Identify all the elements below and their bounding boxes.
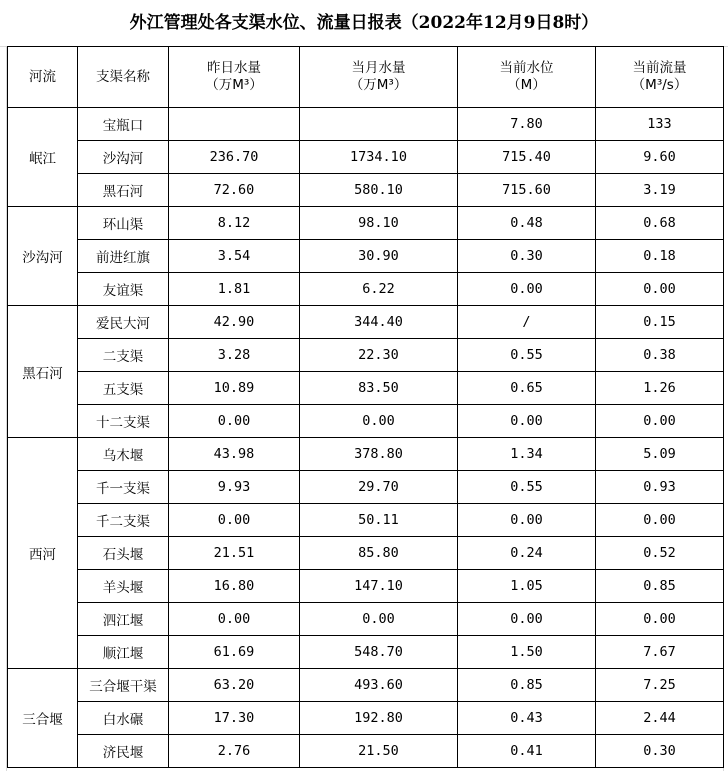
title-row <box>0 0 728 47</box>
canal-name-cell[interactable]: 前进红旗 <box>78 240 169 273</box>
table-row <box>8 636 724 669</box>
table-row <box>8 702 724 735</box>
yesterday-cell[interactable]: 9.93 <box>169 471 300 504</box>
table-row <box>8 603 724 636</box>
canal-name-cell[interactable]: 沙沟河 <box>78 141 169 174</box>
level-cell[interactable]: 715.60 <box>458 174 596 207</box>
header-level-unit: （M） <box>507 77 546 93</box>
table-row <box>8 108 724 141</box>
canal-name-cell[interactable]: 千一支渠 <box>78 471 169 504</box>
month-cell[interactable] <box>300 108 458 141</box>
level-cell[interactable]: 0.85 <box>458 669 596 702</box>
table-row <box>8 141 724 174</box>
canal-name-cell[interactable]: 羊头堰 <box>78 570 169 603</box>
table-row <box>8 471 724 504</box>
month-cell[interactable]: 378.80 <box>300 438 458 471</box>
report-table <box>7 46 724 768</box>
flow-cell[interactable]: 0.38 <box>596 339 724 372</box>
table-row <box>8 570 724 603</box>
flow-cell[interactable]: 0.00 <box>596 504 724 537</box>
month-cell[interactable]: 50.11 <box>300 504 458 537</box>
month-cell[interactable]: 85.80 <box>300 537 458 570</box>
river-cell[interactable]: 黑石河 <box>8 306 78 438</box>
flow-cell[interactable]: 0.52 <box>596 537 724 570</box>
yesterday-cell[interactable]: 43.98 <box>169 438 300 471</box>
yesterday-cell[interactable]: 17.30 <box>169 702 300 735</box>
table-row <box>8 504 724 537</box>
month-cell[interactable]: 1734.10 <box>300 141 458 174</box>
canal-name-cell[interactable]: 三合堰干渠 <box>78 669 169 702</box>
flow-cell[interactable]: 2.44 <box>596 702 724 735</box>
flow-cell[interactable]: 0.15 <box>596 306 724 339</box>
header-yesterday-volume[interactable] <box>169 47 300 108</box>
yesterday-cell[interactable]: 8.12 <box>169 207 300 240</box>
yesterday-cell[interactable]: 63.20 <box>169 669 300 702</box>
table-row <box>8 669 724 702</box>
header-river[interactable]: 河流 <box>8 47 78 108</box>
canal-name-cell[interactable]: 济民堰 <box>78 735 169 768</box>
canal-name-cell[interactable]: 泗江堰 <box>78 603 169 636</box>
table-row <box>8 405 724 438</box>
yesterday-cell[interactable]: 1.81 <box>169 273 300 306</box>
header-flow-label: 当前流量 <box>632 60 687 76</box>
level-cell[interactable]: 0.00 <box>458 504 596 537</box>
canal-name-cell[interactable]: 友谊渠 <box>78 273 169 306</box>
level-cell[interactable]: 0.00 <box>458 405 596 438</box>
level-cell[interactable]: 1.05 <box>458 570 596 603</box>
header-month-unit: （万M³） <box>349 77 408 93</box>
level-cell[interactable]: / <box>458 306 596 339</box>
month-cell[interactable]: 493.60 <box>300 669 458 702</box>
month-cell[interactable]: 21.50 <box>300 735 458 768</box>
month-cell[interactable]: 548.70 <box>300 636 458 669</box>
level-cell[interactable]: 0.41 <box>458 735 596 768</box>
canal-name-cell[interactable]: 白水碾 <box>78 702 169 735</box>
month-cell[interactable]: 22.30 <box>300 339 458 372</box>
canal-name-cell[interactable]: 宝瓶口 <box>78 108 169 141</box>
level-cell[interactable]: 1.50 <box>458 636 596 669</box>
flow-cell[interactable]: 5.09 <box>596 438 724 471</box>
canal-name-cell[interactable]: 五支渠 <box>78 372 169 405</box>
level-cell[interactable]: 0.24 <box>458 537 596 570</box>
level-cell[interactable]: 0.30 <box>458 240 596 273</box>
flow-cell[interactable]: 7.25 <box>596 669 724 702</box>
flow-cell[interactable]: 0.00 <box>596 273 724 306</box>
yesterday-cell[interactable]: 3.28 <box>169 339 300 372</box>
level-cell[interactable]: 7.80 <box>458 108 596 141</box>
month-cell[interactable]: 0.00 <box>300 603 458 636</box>
level-cell[interactable]: 715.40 <box>458 141 596 174</box>
flow-cell[interactable]: 0.85 <box>596 570 724 603</box>
yesterday-cell[interactable]: 3.54 <box>169 240 300 273</box>
month-cell[interactable]: 30.90 <box>300 240 458 273</box>
river-cell[interactable]: 岷江 <box>8 108 78 207</box>
yesterday-cell[interactable]: 61.69 <box>169 636 300 669</box>
canal-name-cell[interactable]: 爱民大河 <box>78 306 169 339</box>
month-cell[interactable]: 192.80 <box>300 702 458 735</box>
flow-cell[interactable]: 0.30 <box>596 735 724 768</box>
canal-name-cell[interactable]: 千二支渠 <box>78 504 169 537</box>
level-cell[interactable]: 0.55 <box>458 339 596 372</box>
header-canal[interactable]: 支渠名称 <box>78 47 169 108</box>
yesterday-cell[interactable]: 0.00 <box>169 603 300 636</box>
flow-cell[interactable]: 1.26 <box>596 372 724 405</box>
month-cell[interactable]: 580.10 <box>300 174 458 207</box>
river-cell[interactable]: 西河 <box>8 438 78 669</box>
table-row <box>8 306 724 339</box>
header-month-volume[interactable] <box>300 47 458 108</box>
yesterday-cell[interactable]: 16.80 <box>169 570 300 603</box>
canal-name-cell[interactable]: 黑石河 <box>78 174 169 207</box>
level-cell[interactable]: 0.43 <box>458 702 596 735</box>
yesterday-cell[interactable]: 10.89 <box>169 372 300 405</box>
level-cell[interactable]: 0.00 <box>458 273 596 306</box>
flow-cell[interactable]: 3.19 <box>596 174 724 207</box>
canal-name-cell[interactable]: 乌木堰 <box>78 438 169 471</box>
level-cell[interactable]: 0.65 <box>458 372 596 405</box>
table-row <box>8 207 724 240</box>
canal-name-cell[interactable]: 环山渠 <box>78 207 169 240</box>
yesterday-cell[interactable]: 0.00 <box>169 504 300 537</box>
report-title: 外江管理处各支渠水位、流量日报表（2022年12月9日8时） <box>129 13 599 33</box>
canal-name-cell[interactable]: 顺江堰 <box>78 636 169 669</box>
canal-name-cell[interactable]: 石头堰 <box>78 537 169 570</box>
gridline-left <box>0 46 7 771</box>
month-cell[interactable]: 147.10 <box>300 570 458 603</box>
flow-cell[interactable]: 0.00 <box>596 405 724 438</box>
river-cell[interactable]: 三合堰 <box>8 669 78 768</box>
table-row <box>8 438 724 471</box>
flow-cell[interactable]: 0.18 <box>596 240 724 273</box>
yesterday-cell[interactable]: 2.76 <box>169 735 300 768</box>
flow-cell[interactable]: 7.67 <box>596 636 724 669</box>
month-cell[interactable]: 29.70 <box>300 471 458 504</box>
table-row <box>8 372 724 405</box>
month-cell[interactable]: 6.22 <box>300 273 458 306</box>
level-cell[interactable]: 0.48 <box>458 207 596 240</box>
flow-cell[interactable]: 9.60 <box>596 141 724 174</box>
header-yesterday-unit: （万M³） <box>205 77 263 93</box>
canal-name-cell[interactable]: 十二支渠 <box>78 405 169 438</box>
river-cell[interactable]: 沙沟河 <box>8 207 78 306</box>
flow-cell[interactable]: 0.93 <box>596 471 724 504</box>
header-level-label: 当前水位 <box>499 60 554 76</box>
yesterday-cell[interactable]: 42.90 <box>169 306 300 339</box>
header-flow-unit: （M³/s） <box>631 77 688 93</box>
header-yesterday-label: 昨日水量 <box>207 60 261 76</box>
report-body <box>8 108 724 768</box>
level-cell[interactable]: 0.00 <box>458 603 596 636</box>
level-cell[interactable]: 1.34 <box>458 438 596 471</box>
flow-cell[interactable]: 133 <box>596 108 724 141</box>
flow-cell[interactable]: 0.00 <box>596 603 724 636</box>
month-cell[interactable]: 98.10 <box>300 207 458 240</box>
yesterday-cell[interactable]: 72.60 <box>169 174 300 207</box>
yesterday-cell[interactable] <box>169 108 300 141</box>
yesterday-cell[interactable]: 21.51 <box>169 537 300 570</box>
month-cell[interactable]: 344.40 <box>300 306 458 339</box>
table-row <box>8 339 724 372</box>
month-cell[interactable]: 0.00 <box>300 405 458 438</box>
header-month-label: 当月水量 <box>351 60 406 76</box>
yesterday-cell[interactable]: 0.00 <box>169 405 300 438</box>
header-flow[interactable] <box>596 47 724 108</box>
table-row <box>8 537 724 570</box>
canal-name-cell[interactable]: 二支渠 <box>78 339 169 372</box>
header-row <box>8 47 724 108</box>
yesterday-cell[interactable]: 236.70 <box>169 141 300 174</box>
table-row <box>8 735 724 768</box>
header-water-level[interactable] <box>458 47 596 108</box>
table-row <box>8 174 724 207</box>
level-cell[interactable]: 0.55 <box>458 471 596 504</box>
table-row <box>8 273 724 306</box>
table-row <box>8 240 724 273</box>
flow-cell[interactable]: 0.68 <box>596 207 724 240</box>
month-cell[interactable]: 83.50 <box>300 372 458 405</box>
